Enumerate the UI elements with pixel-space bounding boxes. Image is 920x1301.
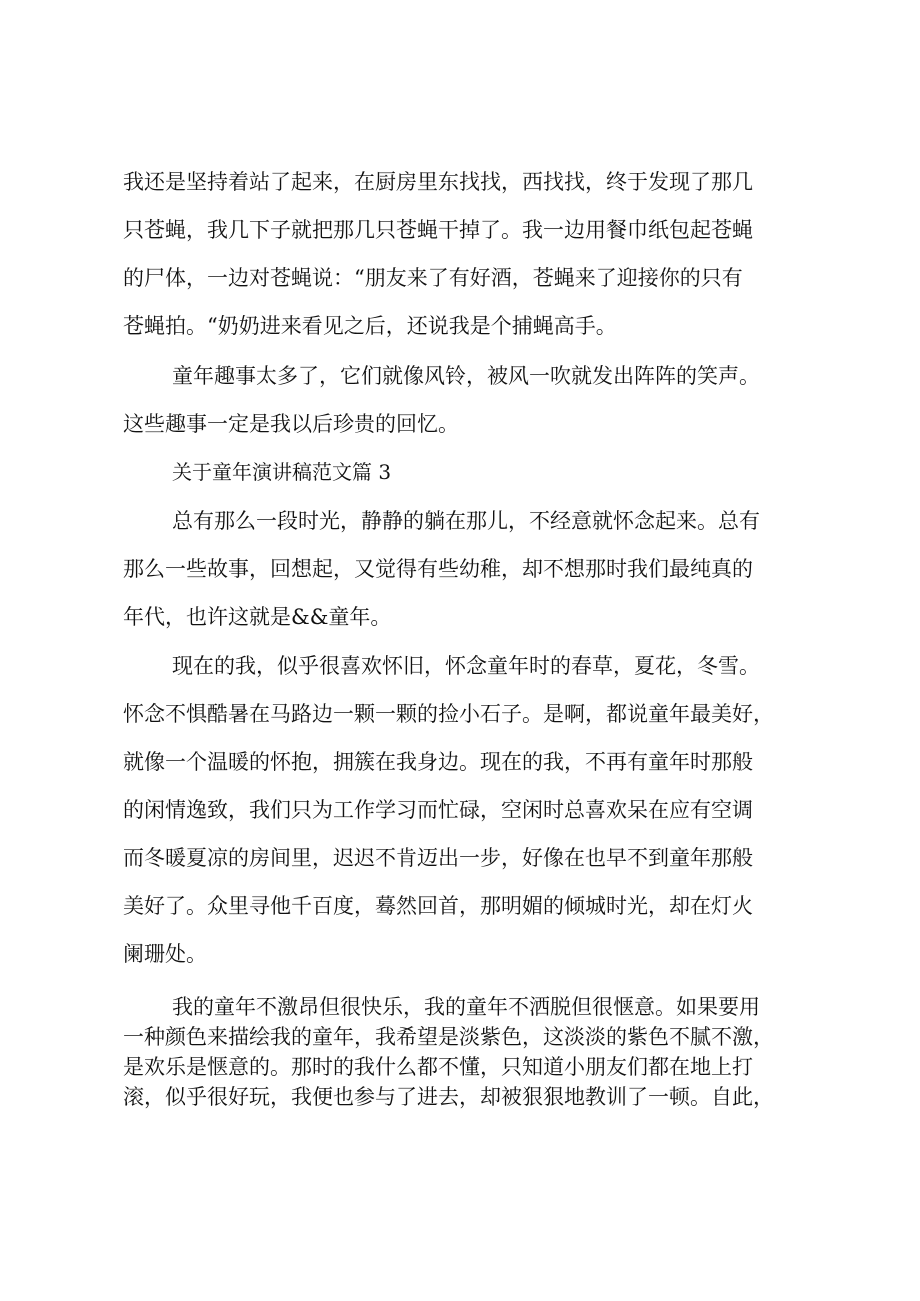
text-line: 就像一个温暖的怀抱，拥簇在我身边。现在的我，不再有童年时那般 <box>123 750 753 774</box>
text-line: 是欢乐是惬意的。那时的我什么都不懂，只知道小朋友们都在地上打 <box>123 1055 753 1079</box>
text-line: 怀念不惧酷暑在马路边一颗一颗的捡小石子。是啊，都说童年最美好， <box>123 702 774 726</box>
text-line: 童年趣事太多了，它们就像风铃，被风一吹就发出阵阵的笑声。 <box>172 364 760 388</box>
text-line: 年代，也许这就是&&童年。 <box>123 605 392 629</box>
section-heading: 关于童年演讲稿范文篇 3 <box>172 460 392 484</box>
text-line: 阑珊处。 <box>123 942 207 966</box>
text-line: 这些趣事一定是我以后珍贵的回忆。 <box>123 412 459 436</box>
text-line: 只苍蝇，我几下子就把那几只苍蝇干掉了。我一边用餐巾纸包起苍蝇 <box>123 218 753 242</box>
text-line: 一种颜色来描绘我的童年，我希望是淡紫色，这淡淡的紫色不腻不激， <box>123 1025 774 1049</box>
text-line: 的尸体，一边对苍蝇说：“朋友来了有好酒，苍蝇来了迎接你的只有 <box>123 266 743 290</box>
text-line: 美好了。众里寻他千百度，蓦然回首，那明媚的倾城时光，却在灯火 <box>123 894 753 918</box>
text-line: 我的童年不激昂但很快乐，我的童年不洒脱但很惬意。如果要用 <box>172 995 760 1019</box>
text-line: 的闲情逸致，我们只为工作学习而忙碌，空闲时总喜欢呆在应有空调 <box>123 798 753 822</box>
text-line: 而冬暖夏凉的房间里，迟迟不肯迈出一步，好像在也早不到童年那般 <box>123 846 753 870</box>
text-line: 总有那么一段时光，静静的躺在那儿，不经意就怀念起来。总有 <box>172 509 760 533</box>
text-line: 苍蝇拍。“奶奶进来看见之后，还说我是个捕蝇高手。 <box>123 314 617 338</box>
text-line: 我还是坚持着站了起来，在厨房里东找找，西找找，终于发现了那几 <box>123 170 753 194</box>
text-line: 那么一些故事，回想起，又觉得有些幼稚，却不想那时我们最纯真的 <box>123 557 753 581</box>
text-line: 滚，似乎很好玩，我便也参与了进去，却被狠狠地教训了一顿。自此， <box>123 1085 774 1109</box>
text-line: 现在的我，似乎很喜欢怀旧，怀念童年时的春草，夏花，冬雪。 <box>172 654 760 678</box>
